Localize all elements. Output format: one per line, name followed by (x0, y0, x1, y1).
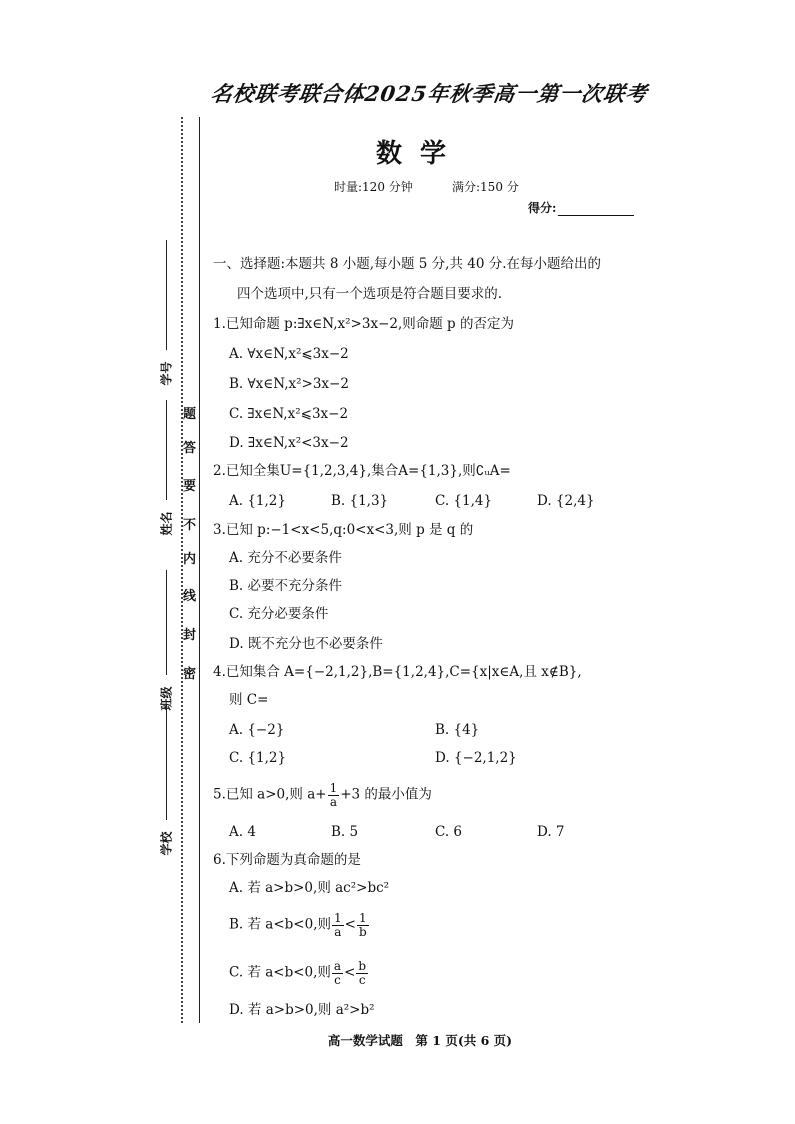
q6-b-less-than: < (344, 916, 356, 933)
q5-stem-pre: 5.已知 a>0,则 a+ (213, 786, 327, 803)
q4-option-c[interactable]: C. {1,2} (229, 750, 287, 766)
page-footer: 高一数学试题 第 1 页(共 6 页) (327, 1033, 513, 1048)
q6-b-frac-1 (332, 912, 344, 938)
question-4-stem-cont: 则 C= (229, 692, 269, 708)
subject-title: 数学 (375, 139, 464, 169)
score-label: 得分: (528, 201, 557, 215)
name-field[interactable] (166, 400, 167, 500)
full-score: 满分:150 分 (452, 180, 519, 194)
q3-option-b[interactable]: B. 必要不充分条件 (229, 578, 343, 594)
q3-option-c[interactable]: C. 充分必要条件 (229, 606, 329, 622)
q6-c-num-1: a (333, 959, 342, 973)
binding-char: 线 (183, 589, 197, 604)
binding-char: 内 (183, 552, 197, 567)
q6-b-frac-2 (357, 912, 369, 938)
score-blank[interactable] (558, 203, 634, 216)
binding-solid-line (199, 117, 200, 1023)
name-label: 姓名 (159, 511, 174, 536)
q6-option-a[interactable]: A. 若 a>b>0,则 ac²>bc² (229, 880, 390, 896)
q1-option-d[interactable]: D. ∃x∈N,x²<3x−2 (229, 435, 349, 451)
q4-option-b[interactable]: B. {4} (435, 722, 480, 738)
question-2-stem: 2.已知全集U={1,2,3,4},集合A={1,3},则∁ᵤA= (213, 463, 511, 479)
q6-option-b[interactable] (229, 912, 370, 938)
q6-option-d[interactable]: D. 若 a>b>0,则 a²>b² (229, 1002, 375, 1018)
q5-option-d[interactable]: D. 7 (537, 824, 565, 840)
q6-c-frac-1 (332, 960, 343, 986)
q1-option-a[interactable]: A. ∀x∈N,x²⩽3x−2 (229, 346, 349, 362)
student-id-field[interactable] (166, 240, 167, 350)
binding-char: 题 (183, 407, 197, 422)
binding-char: 要 (183, 479, 197, 494)
q6-b-den-1: a (334, 924, 342, 939)
q5-frac-num: 1 (329, 781, 338, 795)
section-instruction-cont: 四个选项中,只有一个选项是符合题目要求的. (237, 286, 503, 302)
school-label: 学校 (159, 831, 174, 856)
q3-option-d[interactable]: D. 既不充分也不必要条件 (229, 636, 383, 652)
school-field[interactable] (166, 705, 167, 820)
q2-option-b[interactable]: B. {1,3} (331, 493, 389, 509)
q6-c-den-1: c (334, 972, 341, 987)
q5-stem-post: +3 的最小值为 (340, 786, 432, 803)
binding-char: 答 (183, 441, 197, 456)
q6-c-pre: C. 若 a<b<0,则 (229, 964, 331, 981)
q4-option-a[interactable]: A. {−2} (229, 722, 285, 738)
class-field[interactable] (166, 570, 167, 675)
q1-option-b[interactable]: B. ∀x∈N,x²>3x−2 (229, 376, 349, 392)
q3-option-a[interactable]: A. 充分不必要条件 (229, 550, 342, 566)
q5-fraction (328, 782, 340, 808)
binding-char: 密 (183, 667, 197, 682)
q2-option-a[interactable]: A. {1,2} (229, 493, 286, 509)
question-5-stem (213, 782, 432, 808)
q2-option-c[interactable]: C. {1,4} (435, 493, 493, 509)
q4-option-d[interactable]: D. {−2,1,2} (435, 750, 517, 766)
exam-time: 时量:120 分钟 (334, 180, 413, 194)
binding-char: 封 (183, 628, 197, 643)
q1-option-c[interactable]: C. ∃x∈N,x²⩽3x−2 (229, 406, 349, 422)
q6-b-num-2: 1 (358, 911, 367, 925)
q6-c-frac-2 (356, 960, 368, 986)
q2-option-d[interactable]: D. {2,4} (537, 493, 595, 509)
q6-b-pre: B. 若 a<b<0,则 (229, 916, 331, 933)
q6-b-den-2: b (358, 924, 367, 939)
question-4-stem: 4.已知集合 A={−2,1,2},B={1,2,4},C={x|x∈A,且 x∉B}, (213, 664, 582, 680)
section-instruction: 一、选择题:本题共 8 小题,每小题 5 分,共 40 分.在每小题给出的 (213, 256, 602, 272)
student-id-label: 学号 (159, 361, 174, 386)
q6-option-c[interactable] (229, 960, 369, 986)
q5-frac-den: a (329, 794, 337, 809)
exam-header-title: 名校联考联合体2025年秋季高一第一次联考 (208, 81, 649, 106)
q5-option-c[interactable]: C. 6 (435, 824, 463, 840)
question-6-stem: 6.下列命题为真命题的是 (213, 852, 361, 868)
q6-c-num-2: b (358, 959, 367, 973)
q6-b-num-1: 1 (334, 911, 342, 925)
score-field (528, 199, 634, 216)
class-label: 班级 (159, 686, 174, 711)
q5-option-a[interactable]: A. 4 (229, 824, 256, 840)
question-3-stem: 3.已知 p:−1<x<5,q:0<x<3,则 p 是 q 的 (213, 522, 474, 538)
q5-option-b[interactable]: B. 5 (331, 824, 359, 840)
q6-c-den-2: c (358, 972, 366, 987)
q6-c-less-than: < (344, 964, 356, 981)
binding-dotted-line (181, 117, 183, 1023)
binding-char: 不 (183, 518, 197, 533)
question-1-stem: 1.已知命题 p:∃x∈N,x²>3x−2,则命题 p 的否定为 (213, 316, 514, 332)
